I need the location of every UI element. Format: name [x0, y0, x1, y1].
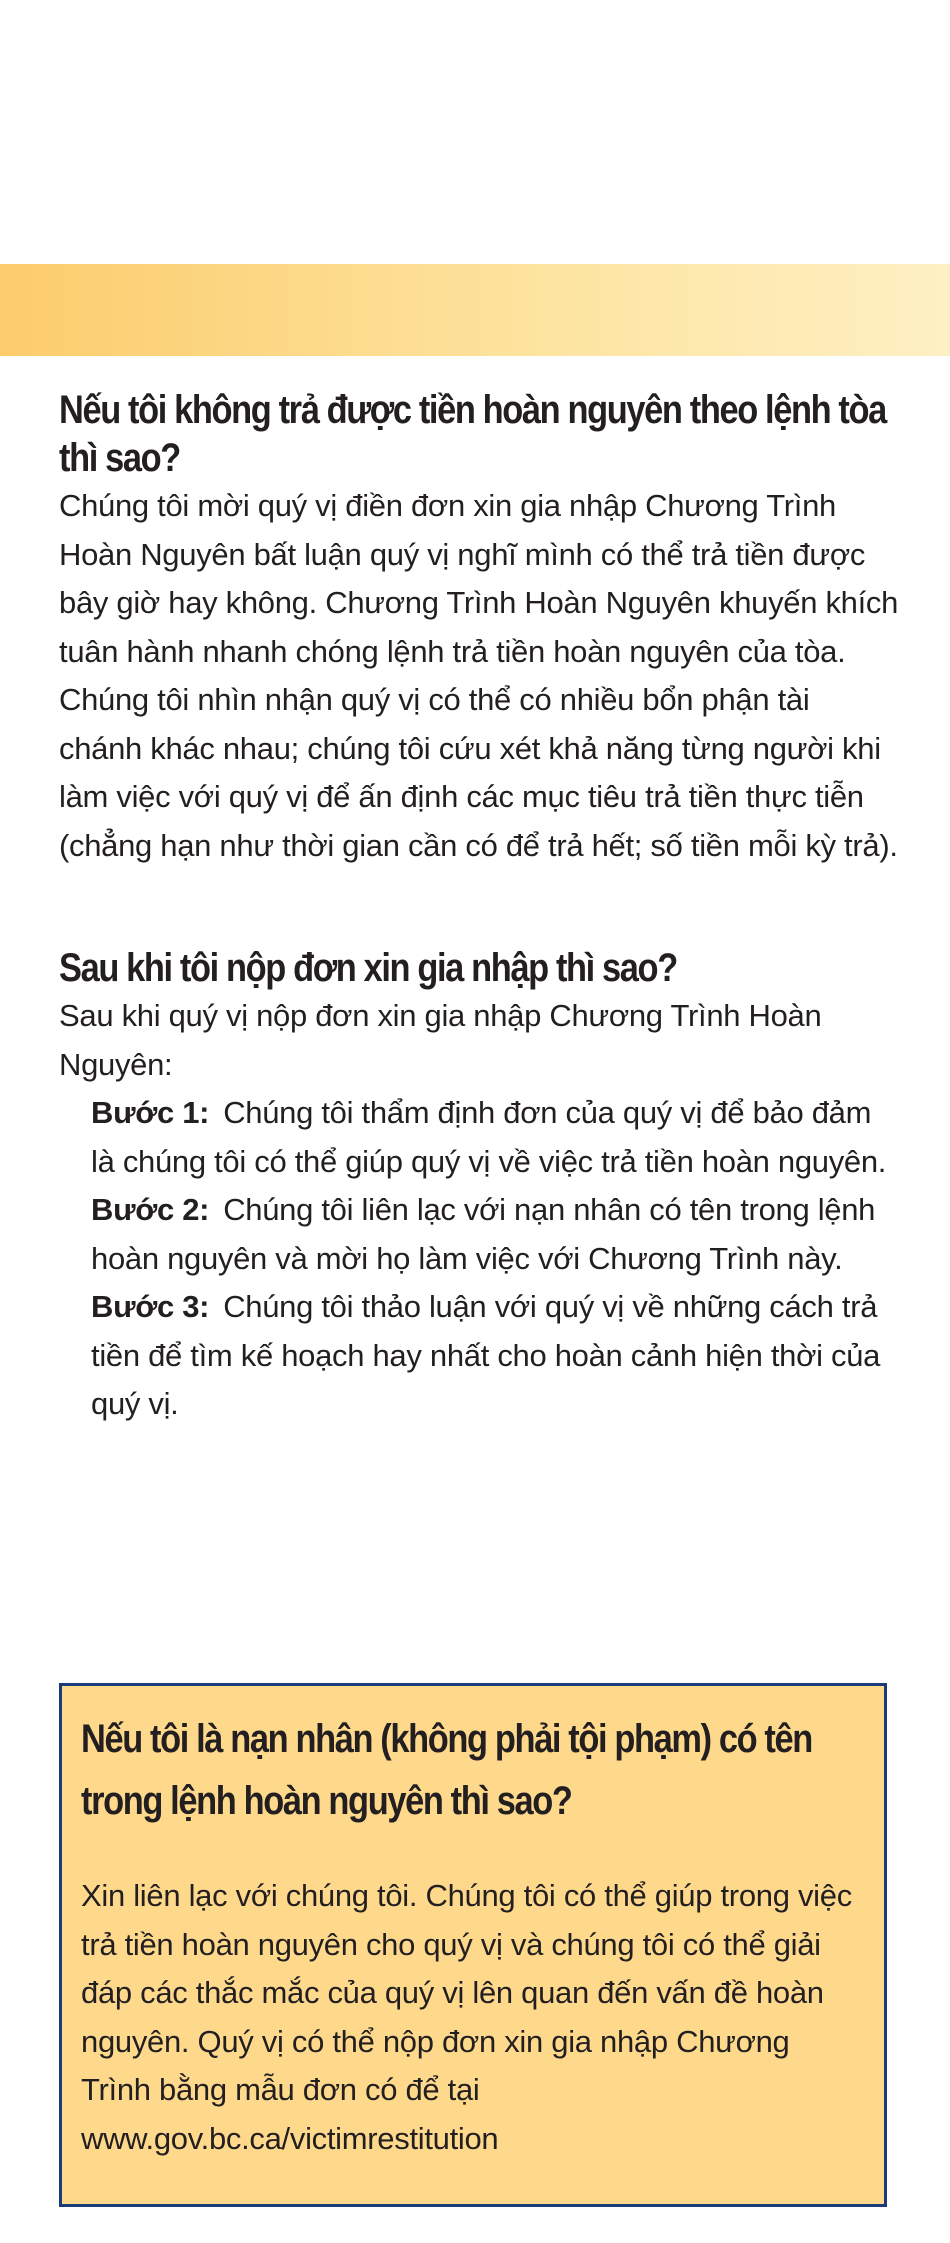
section-cannot-pay-body: Chúng tôi mời quý vị điền đơn xin gia nhập Chương Trình Hoàn Nguyên bất luận quý vị nghĩ mình có thể trả tiền được bây giờ hay không. Chương Trình Hoàn Nguyên khuyến khích tuân hành nhanh chóng lệnh trả tiền hoàn nguyên của tòa. Chúng tôi nhìn nhận quý vị có thể có nhiều bổn phận tài chánh khác nhau; chúng tôi cứu xét khả năng từng người khi làm việc với quý vị để ấn định các mục tiêu trả tiền thực tiễn (chẳng hạn như thời gian cần có để trả hết; số tiền mỗi kỳ trả).	[59, 488, 899, 863]
step-text: Chúng tôi thảo luận với quý vị về những cách trả tiền để tìm kế hoạch hay nhất cho hoàn cảnh hiện thời của quý vị.	[91, 1289, 881, 1421]
step-text: Chúng tôi liên lạc với nạn nhân có tên trong lệnh hoàn nguyên và mời họ làm việc với Chương Trình này.	[91, 1192, 876, 1276]
victim-info-body	[81, 1872, 865, 2163]
section-after-apply	[59, 944, 899, 1429]
section-after-apply-heading: Sau khi tôi nộp đơn xin gia nhập thì sao?	[59, 946, 677, 990]
victim-info-box	[59, 1683, 887, 2207]
step-item	[91, 1283, 899, 1429]
step-item	[91, 1089, 899, 1186]
main-content	[59, 386, 899, 1429]
step-label: Bước 1:	[91, 1095, 210, 1130]
step-label: Bước 2:	[91, 1192, 210, 1227]
steps-list	[59, 1089, 899, 1429]
step-label: Bước 3:	[91, 1289, 210, 1324]
section-cannot-pay	[59, 386, 899, 870]
victim-info-heading: Nếu tôi là nạn nhân (không phải tội phạm) có tên trong lệnh hoàn nguyên thì sao?	[81, 1717, 812, 1823]
decorative-header-band	[0, 264, 950, 356]
step-item	[91, 1186, 899, 1283]
victim-info-text: Xin liên lạc với chúng tôi. Chúng tôi có thể giúp trong việc trả tiền hoàn nguyên cho quý vị và chúng tôi có thể giải đáp các thắc mắc của quý vị lên quan đến vấn đề hoàn nguyên. Quý vị có thể nộp đơn xin gia nhập Chương Trình bằng mẫu đơn có để tại	[81, 1878, 852, 2107]
section-after-apply-intro: Sau khi quý vị nộp đơn xin gia nhập Chương Trình Hoàn Nguyên:	[59, 998, 822, 1082]
section-cannot-pay-heading: Nếu tôi không trả được tiền hoàn nguyên theo lệnh tòa thì sao?	[59, 388, 886, 480]
step-text: Chúng tôi thẩm định đơn của quý vị để bảo đảm là chúng tôi có thể giúp quý vị về việc trả tiền hoàn nguyên.	[91, 1095, 887, 1179]
victim-restitution-link[interactable]: www.gov.bc.ca/victimrestitution	[81, 2120, 499, 2156]
